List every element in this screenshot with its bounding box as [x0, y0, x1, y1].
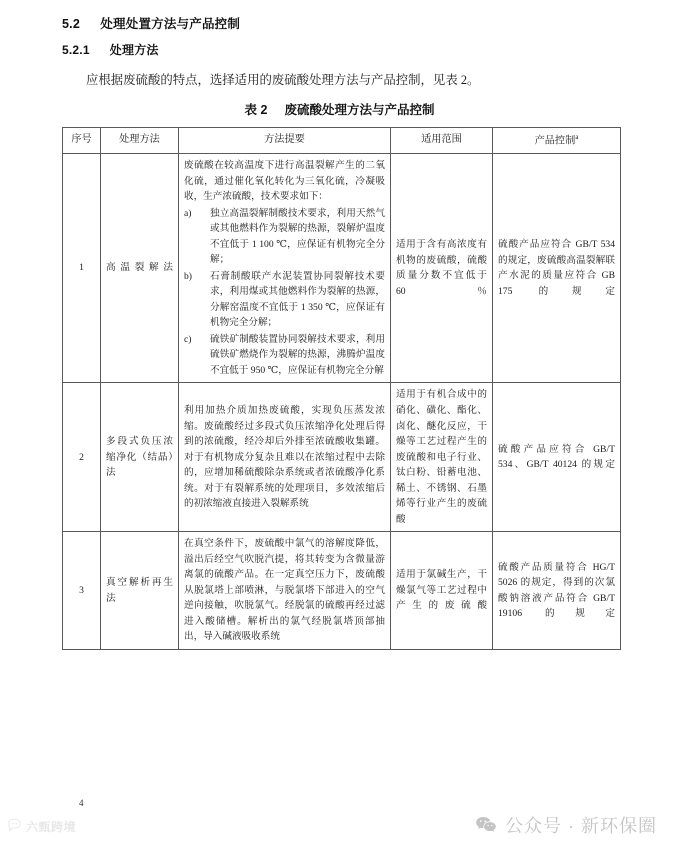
list-item: [184, 269, 385, 331]
summary-lead: 废硫酸在较高温度下进行高温裂解产生的二氧化硫，通过催化氧化转化为三氧化硫，冷凝吸收，生产浓硫酸，技术要求如下：: [184, 160, 385, 203]
table-caption-title: 废硫酸处理方法与产品控制: [284, 103, 435, 117]
cell-scope: 适用于有机合成中的硝化、磺化、酯化、卤化、醚化反应，干燥等工艺过程产生的废硫酸和电子行业、钛白粉、铅蓄电池、稀土、不锈钢、石墨烯等行业产生的废硫酸: [391, 383, 493, 532]
column-header-control-label: 产品控制: [534, 134, 576, 146]
column-header-scope: 适用范围: [391, 128, 493, 154]
cell-control: 硫酸产品应符合 GB/T 534 的规定，废硫酸高温裂解联产水泥的质量应符合 GB 175 的规定: [493, 154, 621, 383]
subsection-title: 处理方法: [109, 43, 159, 57]
page-number: 4: [79, 798, 84, 808]
table-header-row: [63, 128, 621, 154]
list-item-marker: a): [184, 207, 192, 219]
watermark-left-label: 六甄跨境: [26, 820, 77, 834]
table-caption-label: 表 2: [244, 103, 268, 117]
waste-acid-treatment-table: [62, 127, 621, 650]
section-title: 处理处置方法与产品控制: [100, 17, 241, 31]
cell-control: 硫酸产品应符合 GB/T 534、GB/T 40124 的规定: [493, 383, 621, 532]
brand-logo-icon: [6, 818, 23, 835]
list-item-marker: b): [184, 270, 192, 282]
cell-no: 2: [63, 383, 101, 532]
column-header-control: [493, 128, 621, 154]
column-header-summary: 方法提要: [179, 128, 391, 154]
table-caption: [0, 100, 679, 118]
cell-method: 多段式负压浓缩净化（结晶）法: [101, 383, 179, 532]
cell-summary: [179, 532, 391, 650]
column-header-method: 处理方法: [101, 128, 179, 154]
footnote-marker: a: [575, 132, 579, 141]
list-item-text: 石膏制酸联产水泥装置协同裂解技术要求，利用煤或其他燃料作为裂解的热源，分解窑温度不宜低于 1 350 ℃，应保证有机物完全分解；: [210, 270, 385, 329]
table-row: [63, 154, 621, 383]
table-body: [63, 154, 621, 650]
cell-scope: 适用于含有高浓度有机物的废硫酸，硫酸质量分数不宜低于 60％: [391, 154, 493, 383]
cell-summary: [179, 383, 391, 532]
table-header: [63, 128, 621, 154]
section-heading-5-2: [62, 14, 240, 32]
subsection-number: 5.2.1: [62, 43, 90, 57]
intro-paragraph: 应根据废硫酸的特点，选择适用的废硫酸处理方法与产品控制，见表 2。: [86, 73, 480, 87]
cell-no: 3: [63, 532, 101, 650]
cell-control: 硫酸产品质量符合 HG/T 5026 的规定，得到的次氯酸钠溶液产品符合 GB/T 19106 的规定: [493, 532, 621, 650]
section-number: 5.2: [62, 17, 80, 31]
summary-lead: 利用加热介质加热废硫酸，实现负压蒸发浓缩。废硫酸经过多段式负压浓缩净化处理后得到的浓硫酸，经冷却后外排至浓硫酸收集罐。对于有机物成分复杂且难以在浓缩过程中去除的，应增加稀硫酸除杂系统或者浓硫酸净化系统。对于有裂解系统的处理项目，多效浓缩后的初浓缩液直接进入裂解系统: [184, 404, 385, 510]
list-item-marker: c): [184, 333, 192, 345]
list-item-text: 硫铁矿制酸装置协同裂解技术要求，利用硫铁矿燃烧作为裂解的热源，沸腾炉温度不宜低于 950 ℃，应保证有机物完全分解: [210, 333, 385, 376]
table-row: [63, 383, 621, 532]
cell-method: 高温裂解法: [101, 154, 179, 383]
watermark-right: [475, 812, 657, 838]
summary-item-list: [184, 206, 385, 379]
cell-summary: [179, 154, 391, 383]
list-item: [184, 332, 385, 379]
watermark-right-label: 公众号 · 新环保圈: [505, 816, 657, 836]
subsection-heading-5-2-1: [62, 41, 159, 58]
list-item-text: 独立高温裂解制酸技术要求，利用天然气或其他燃料作为裂解的热源，裂解炉温度不宜低于 1 100 ℃，应保证有机物完全分解；: [210, 207, 385, 266]
cell-method: 真空解析再生法: [101, 532, 179, 650]
wechat-icon: [475, 816, 497, 835]
cell-no: 1: [63, 154, 101, 383]
summary-lead: 在真空条件下，废硫酸中氯气的溶解度降低，溢出后经空气吹脱汽提，将其转变为含微量游离氯的硫酸产品。在一定真空压力下，废硫酸从脱氯塔上部喷淋，与脱氯塔下部进入的空气逆向接触，吹脱氯气。经脱氯的硫酸再经过滤进入酸储槽。解析出的氯气经脱氯塔顶部抽出，导入碱液吸收系统: [184, 538, 385, 643]
column-header-no: 序号: [63, 128, 101, 154]
table-row: [63, 532, 621, 650]
list-item: [184, 206, 385, 268]
watermark-left: [6, 818, 76, 835]
cell-scope: 适用于氯碱生产，干燥氯气等工艺过程中产生的废硫酸: [391, 532, 493, 650]
